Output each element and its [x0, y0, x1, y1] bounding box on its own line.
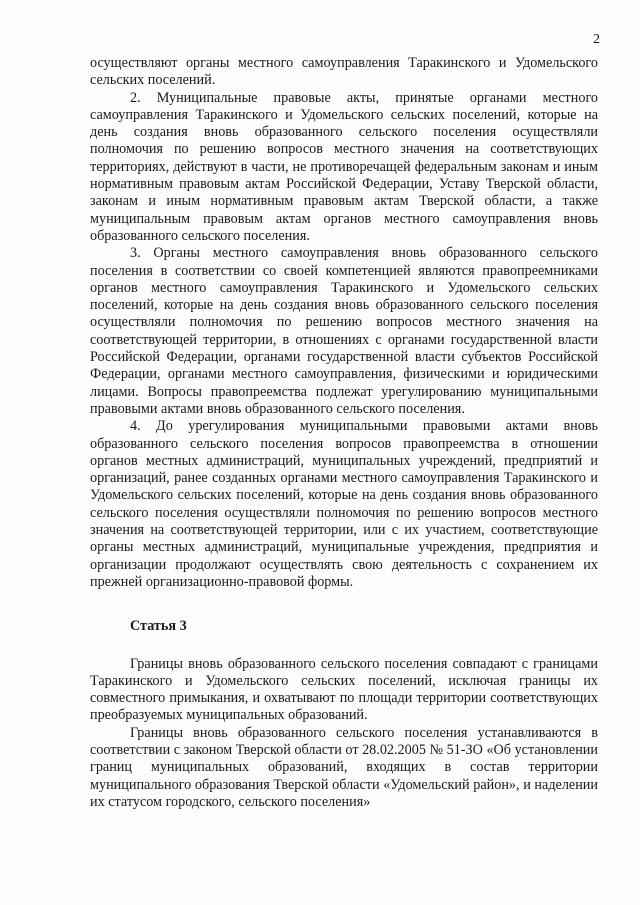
page-number: 2	[593, 32, 600, 47]
paragraph-continuation: осуществляют органы местного самоуправления Таракинского и Удомельского сельских поселений.	[90, 55, 598, 89]
paragraph-item-3: 3. Органы местного самоуправления вновь образованного сельского поселения в соответствии со своей компетенцией являются правопреемниками органов местного самоуправления Таракинского и Удомельского сельских поселений, которые на день создания вновь образованного сельского поселения осуществляли полномочия по решению вопросов местного значения на соответствующей территории, в отношениях с органами государственной власти Российской Федерации, органами государственной власти субъектов Российской Федерации, органами местного самоуправления, физическими и юридическими лицами. Вопросы правопреемства подлежат урегулированию муниципальными правовыми актами вновь образованного сельского поселения.	[90, 245, 598, 417]
article-heading: Статья 3	[130, 618, 187, 635]
document-body	[90, 55, 598, 811]
paragraph-article-3-1: Границы вновь образованного сельского поселения совпадают с границами Таракинского и Удомельского сельских поселений, исключая границы их совместного примыкания, и охватывают по площади территории соответствующих преобразуемых муниципальных образований.	[90, 655, 598, 724]
paragraph-article-3-2: Границы вновь образованного сельского поселения устанавливаются в соответствии с законом Тверской области от 28.02.2005 № 51-ЗО «Об установлении границ муниципальных образований, входящих в состав территории муниципального образования Тверской области «Удомельский район», и наделении их статусом городского, сельского поселения»	[90, 724, 598, 810]
paragraph-item-2: 2. Муниципальные правовые акты, принятые органами местного самоуправления Таракинского и Удомельского сельских поселений, которые на день создания вновь образованного сельского поселения осуществляли полномочия по решению вопросов местного значения на соответствующих территориях, действуют в части, не противоречащей федеральным законам и иным нормативным правовым актам Российской Федерации, Уставу Тверской области, законам и иным нормативным правовым актам Тверской области, а также муниципальным правовым актам органов местного самоуправления вновь образованного сельского поселения.	[90, 89, 598, 244]
paragraph-item-4: 4. До урегулирования муниципальными правовыми актами вновь образованного сельского поселения вопросов правопреемства в отношении органов местных администраций, муниципальных учреждений, предприятий и организаций, ранее созданных органами местного самоуправления Таракинского и Удомельского сельских поселений, которые на день создания вновь образованного сельского поселения осуществляли полномочия по решению вопросов местного значения на соответствующей территории, или с их участием, соответствующие органы местных администраций, муниципальные учреждения, предприятия и организации продолжают осуществлять свою деятельность с сохранением их прежней организационно-правовой формы.	[90, 418, 598, 590]
